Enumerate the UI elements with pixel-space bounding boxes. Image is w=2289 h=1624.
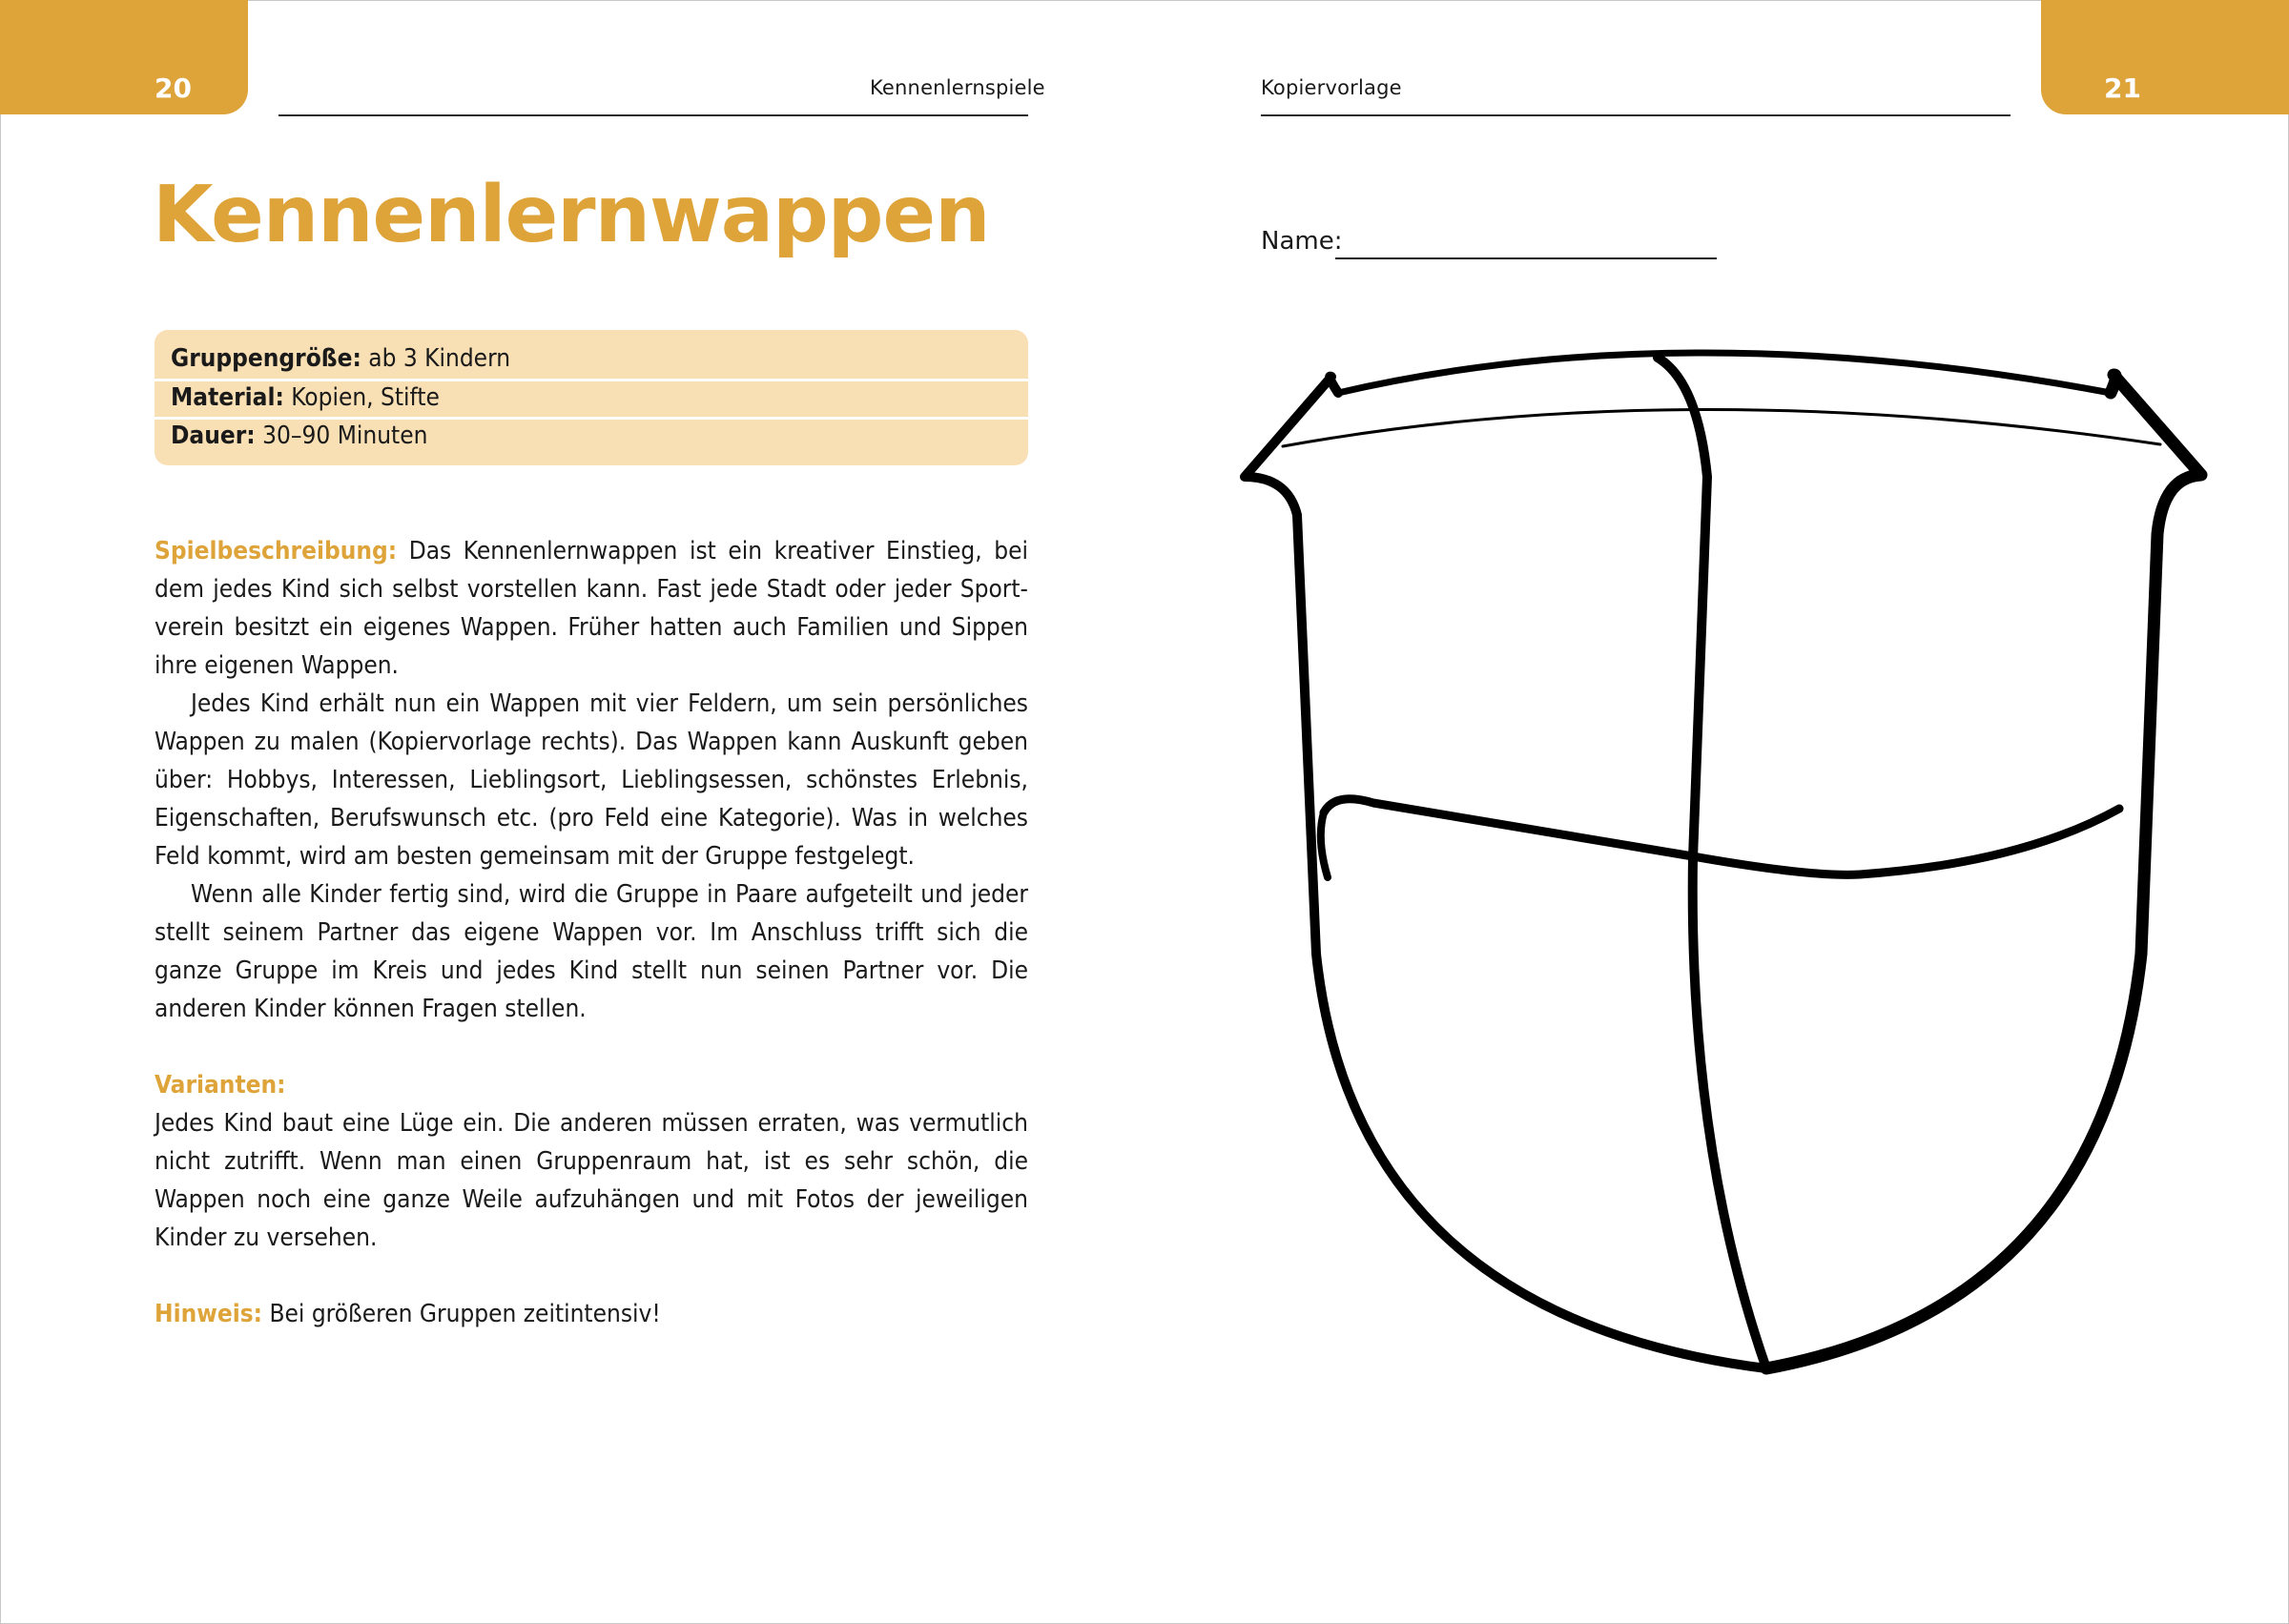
page-number-right: 21 <box>2104 72 2141 104</box>
header-rule-left <box>278 114 1028 116</box>
info-row-group-size <box>155 339 1028 378</box>
description-paragraph: Wenn alle Kinder fertig sind, wird die Gruppe in Paare aufgeteilt und jeder stellt seinem Partner das eigene Wappen vor. Im Anschluss trifft sich die ganze Gruppe im Kreis und jedes Kind stellt nun seinen Partner vor. Die anderen Kinder können Fragen stellen. <box>155 880 1028 1023</box>
variants-text: Jedes Kind baut eine Lüge ein. Die anderen müssen erraten, was vermutlich nicht zutrifft. Wenn man einen Gruppenraum hat, ist es sehr schön, die Wappen noch eine ganze Weile aufzuhängen und mit Fotos der jeweiligen Kinder zu versehen. <box>155 1109 1028 1252</box>
info-label: Material: <box>171 383 284 412</box>
page-number-tab-right <box>2041 0 2289 114</box>
variants-label: Varianten: <box>155 1071 286 1100</box>
description-text-1: Das Kennenlernwappen ist ein kreativer Einstieg, bei dem jedes Kind sich selbst vorstellen kann. Fast jede Stadt oder jeder Sport-verein besitzt ein eigenes Wappen. Früher hatten auch Familien und Sippen ihre eigenen Wappen. <box>155 537 1028 680</box>
page-number-tab-left <box>0 0 248 114</box>
shield-horizontal-divider <box>1324 799 2119 875</box>
info-box <box>155 330 1028 465</box>
info-value: 30–90 Minuten <box>255 421 428 450</box>
description-paragraph <box>155 532 1028 685</box>
coat-of-arms-template <box>1230 329 2222 1397</box>
page-number-left: 20 <box>155 72 192 104</box>
note-section <box>155 1295 1028 1333</box>
info-row-duration <box>155 417 1028 455</box>
page-title: Kennenlernwappen <box>153 170 990 260</box>
note-text: Bei größeren Gruppen zeitintensiv! <box>262 1300 661 1328</box>
shield-top-band-inner <box>1283 409 2160 446</box>
running-head-right: Kopiervorlage <box>1261 76 1402 99</box>
note-paragraph <box>155 1295 1028 1333</box>
shield-top-band-outer <box>1338 353 2111 393</box>
game-description <box>155 532 1028 1028</box>
info-value: ab 3 Kindern <box>361 344 511 373</box>
info-label: Gruppengröße: <box>171 344 361 373</box>
info-value: Kopien, Stifte <box>283 383 440 412</box>
info-row-material <box>155 379 1028 417</box>
description-paragraph: Jedes Kind erhält nun ein Wappen mit vier Feldern, um sein persönliches Wappen zu malen (Kopiervorlage rechts). Das Wappen kann Auskunft geben über: Hobbys, Interessen, Lieblingsort, Lieblingsessen, schönstes Erlebnis, Eigenschaften, Berufswunsch etc. (pro Feld eine Kategorie). Was in welches Feld kommt, wird am besten gemeinsam mit der Gruppe festgelegt. <box>155 689 1028 871</box>
header-rule-right <box>1261 114 2011 116</box>
shield-left-join <box>1321 812 1328 877</box>
running-head-left: Kennenlernspiele <box>870 76 1045 99</box>
variants-section <box>155 1066 1028 1257</box>
info-label: Dauer: <box>171 421 256 450</box>
description-label: Spielbeschreibung: <box>155 537 398 565</box>
name-write-line[interactable] <box>1335 257 1717 259</box>
note-label: Hinweis: <box>155 1300 263 1328</box>
name-label: Name: <box>1261 227 1343 256</box>
variants-heading <box>155 1066 1028 1104</box>
